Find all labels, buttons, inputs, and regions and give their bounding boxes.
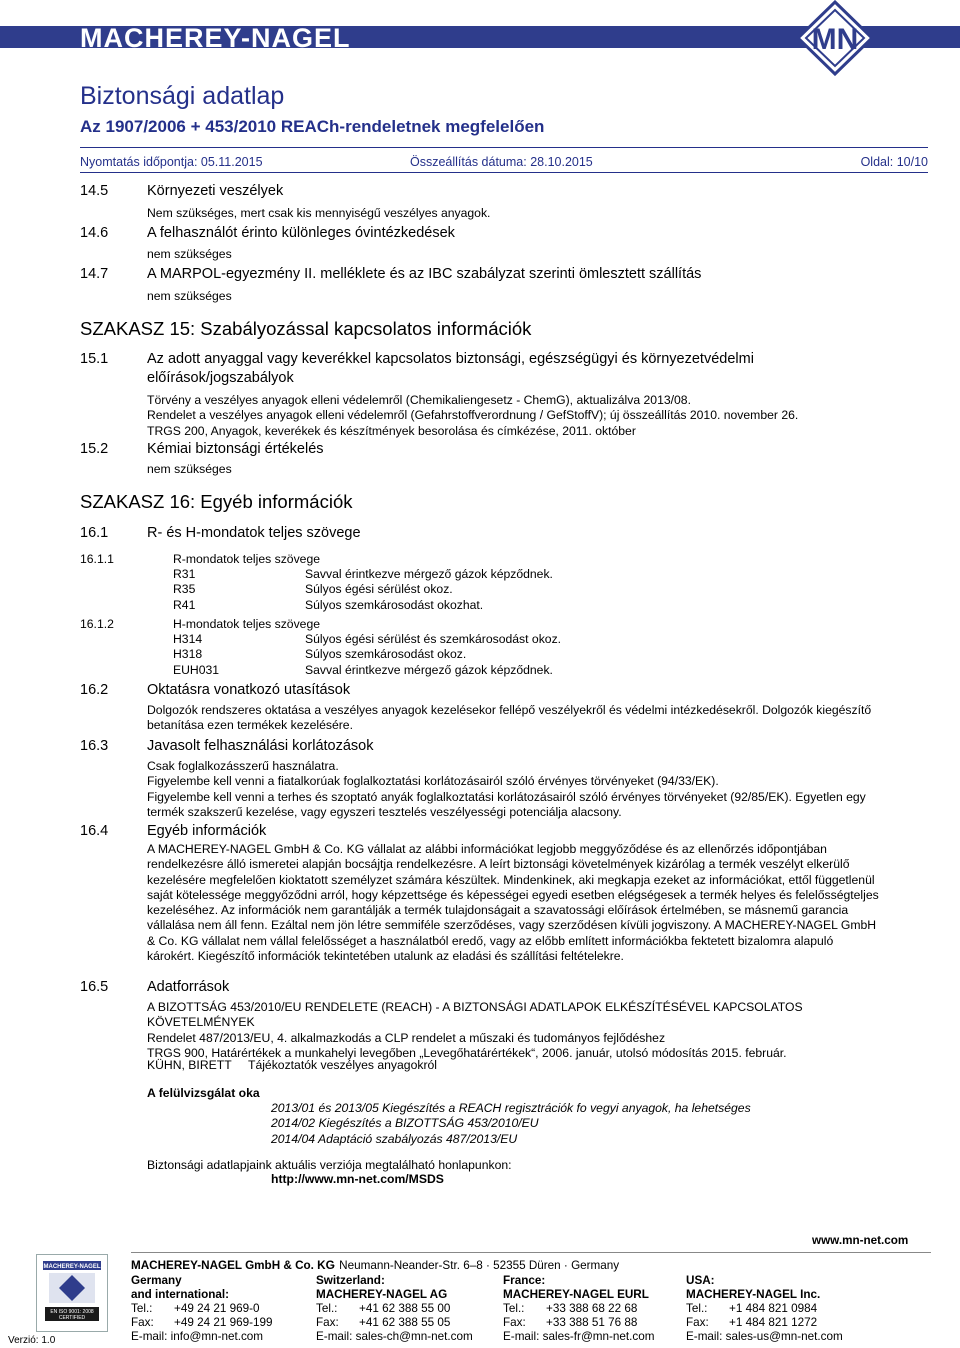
section-16-5-title: Adatforrások — [147, 979, 230, 995]
h-phrase-text: Súlyos szemkárosodást okoz. — [305, 647, 467, 662]
review-reason-label: A felülvizsgálat oka — [147, 1086, 260, 1100]
footer-rule — [131, 1252, 931, 1253]
source-kuhn-author: KÜHN, BIRETT — [147, 1058, 232, 1072]
version-label: Verzió: 1.0 — [8, 1335, 56, 1346]
email-address[interactable]: sales-us@mn-net.com — [725, 1330, 843, 1343]
h-phrase-code: H318 — [173, 647, 203, 662]
section-14-6-number: 14.6 — [80, 225, 109, 241]
paragraph-line: károkért. Kiegészítő információk tekintetében utalunk az eladási és szállítási feltételekre. — [147, 949, 624, 964]
section-16-4-number: 16.4 — [80, 823, 109, 839]
source-kuhn-title: Tájékoztatók veszélyes anyagokról — [248, 1058, 438, 1072]
section-16-3-body — [147, 759, 866, 820]
section-14-7-number: 14.7 — [80, 266, 109, 282]
h-phrase-codes — [173, 632, 219, 678]
section-16-3-number: 16.3 — [80, 738, 109, 754]
fax-number: +1 484 821 1272 — [729, 1316, 818, 1329]
section-14-5-number: 14.5 — [80, 183, 109, 199]
footer-address: · Neumann-Neander-Str. 6–8 · 52355 Düren · Germany — [332, 1259, 620, 1272]
section-15-1-body — [147, 393, 798, 439]
r-phrase-codes — [173, 567, 195, 613]
footer-col-head: France: — [503, 1274, 546, 1287]
footer-company: MACHEREY-NAGEL GmbH & Co. KG — [131, 1259, 335, 1272]
section-14-7-text: nem szükséges — [147, 289, 232, 303]
footer-col-head: and international: — [131, 1288, 230, 1301]
paragraph-line: Dolgozók rendszeres oktatása a veszélyes anyagok kezelésekor fellépő veszélyekről és védelmi intézkedésekről. Dolgozók kiegészítő — [147, 703, 872, 717]
paragraph-line: Figyelembe kell venni a fiatalkorúak foglalkoztatási korlátozásairól szóló érvényes törvényeket (94/33/EK). — [147, 774, 719, 789]
r-phrase-code: R31 — [173, 567, 196, 581]
review-reason: 2013/01 és 2013/05 Kiegészítés a REACH regisztrációk fo vegyi anyagok, ha lehetséges — [271, 1101, 751, 1115]
compiled-date: Összeállítás dátuma: 28.10.2015 — [410, 155, 593, 169]
tel-label: Tel.: — [316, 1302, 338, 1315]
website-link[interactable]: http://www.mn-net.com/MSDS — [271, 1172, 444, 1186]
svg-text:CERTIFIED: CERTIFIED — [58, 1315, 86, 1321]
section-14-6-text: nem szükséges — [147, 247, 232, 261]
section-16-3-title: Javasolt felhasználási korlátozások — [147, 738, 374, 754]
header-rule-bottom — [80, 172, 928, 173]
source-line: KÖVETELMÉNYEK — [147, 1015, 255, 1030]
tel-number: +1 484 821 0984 — [729, 1302, 818, 1315]
section-16-5-number: 16.5 — [80, 979, 109, 995]
footer-col-head: MACHEREY-NAGEL AG — [316, 1288, 448, 1301]
footer-col-head: USA: — [686, 1274, 715, 1287]
h-phrase-text: Savval érintkezve mérgező gázok képződnek. — [305, 662, 553, 677]
print-date: Nyomtatás időpontja: 05.11.2015 — [80, 155, 263, 169]
r-phrase-text: Súlyos szemkárosodást okozhat. — [305, 597, 484, 612]
footer-col-head: Switzerland: — [316, 1274, 385, 1287]
section-16-2-number: 16.2 — [80, 682, 109, 698]
tel-number: +33 388 68 22 68 — [546, 1302, 638, 1315]
h-phrase-code: EUH031 — [173, 662, 220, 677]
review-reason: 2014/02 Kiegészítés a BIZOTTSÁG 453/2010/EU — [271, 1116, 539, 1131]
iso-certificate-badge — [36, 1254, 108, 1332]
section-16-1-2-number: 16.1.2 — [80, 617, 114, 631]
footer-website[interactable]: www.mn-net.com — [812, 1234, 909, 1247]
footer-col-france — [503, 1274, 655, 1344]
source-line: Rendelet 487/2013/EU, 4. alkalmazkodás a CLP rendelet a műszaki és tudományos fejlődéshez — [147, 1030, 666, 1045]
paragraph-line: Csak foglalkozásszerű használatra. — [147, 759, 339, 773]
paragraph-line: & Co. KG vállalat nem vállal felelősséget a használatból eredő, vagy az előbb említett információkba fektetett bizalomra alapuló — [147, 933, 834, 948]
paragraph-line: betanítása ezen termékek kezelésére. — [147, 718, 353, 733]
tel-label: Tel.: — [686, 1302, 708, 1315]
fax-number: +49 24 21 969-199 — [174, 1316, 273, 1329]
section-14-5-title: Környezeti veszélyek — [147, 183, 284, 199]
h-phrase-text: Súlyos égési sérülést és szemkárosodást okoz. — [305, 632, 562, 646]
section-16-2-title: Oktatásra vonatkozó utasítások — [147, 682, 351, 698]
tel-label: Tel.: — [131, 1302, 153, 1315]
source-line: TRGS 900, Határértékek a munkahelyi levegőben „Levegőhatárértékek“, 2006. január, utolsó módosítás 2015. február. — [147, 1045, 787, 1060]
paragraph-line: kezeléséhez. Az információk nem garantálják a termék tulajdonságait a szavatossági előírások értelmében, se másnemű garancia — [147, 903, 849, 918]
section-16-5-body — [147, 1000, 803, 1061]
svg-text:MN: MN — [811, 23, 859, 56]
section-16-4-title: Egyéb információk — [147, 823, 267, 839]
header-rule — [80, 147, 928, 148]
fax-number: +33 388 51 76 88 — [546, 1316, 638, 1329]
email-address[interactable]: sales-ch@mn-net.com — [355, 1330, 473, 1343]
section-15-1-number: 15.1 — [80, 351, 109, 367]
section-15-1-title: Az adott anyaggal vagy keverékkel kapcsolatos biztonsági, egészségügyi és környezetvédelmi — [147, 351, 754, 367]
paragraph-line: A MACHEREY-NAGEL GmbH & Co. KG vállalat az alábbi információkat legjobb meggyőződése és az ellenőrzés időpontjában — [147, 842, 827, 856]
svg-text:MACHEREY-NAGEL: MACHEREY-NAGEL — [43, 1264, 101, 1270]
tel-label: Tel.: — [503, 1302, 525, 1315]
paragraph-line: vállalása nem áll fenn. Ezáltal nem jön létre semmiféle szerződéses, vagy szerződésen kívüli jogviszony. A MACHEREY-NAGEL GmbH — [147, 918, 877, 933]
fax-label: Fax: — [686, 1316, 709, 1329]
mn-logo-icon — [780, 0, 890, 78]
source-line: A BIZOTTSÁG 453/2010/EU RENDELETE (REACH) - A BIZTONSÁGI ADATLAPOK ELKÉSZÍTÉSÉVEL KAPCSOLATOS — [147, 1000, 803, 1014]
review-reason: 2014/04 Adaptáció szabályozás 487/2013/EU — [271, 1131, 518, 1146]
website-note: Biztonsági adatlapjaink aktuális verziója megtalálható honlapunkon: — [147, 1158, 512, 1172]
paragraph-line: kezelésére megfelelően kioktatott személyzet számára készültek. Mindenkinek, aki megkapja ezeket az információkat, ettől függetlenül — [147, 872, 875, 887]
footer-col-germany — [131, 1274, 273, 1344]
paragraph-line: rendelkezésre álló ismeretei alapján bocsájtja rendelkezésre. A leírt biztonsági követelmények kizárólag a termék veszélyt elkerülő — [147, 857, 850, 872]
email-label: E-mail: — [316, 1330, 353, 1343]
footer-col-head: MACHEREY-NAGEL Inc. — [686, 1288, 821, 1301]
r-phrase-text: Súlyos égési sérülést okoz. — [305, 582, 453, 597]
regulation-line: TRGS 200, Anyagok, keverékek és készítmények besorolása és címkézése, 2011. október — [147, 423, 636, 438]
r-phrase-code: R41 — [173, 597, 196, 612]
document-title: Biztonsági adatlap — [80, 82, 285, 110]
fax-label: Fax: — [316, 1316, 339, 1329]
tel-number: +41 62 388 55 00 — [359, 1302, 451, 1315]
fax-number: +41 62 388 55 05 — [359, 1316, 451, 1329]
footer-col-usa — [686, 1274, 843, 1344]
review-reasons — [271, 1101, 751, 1147]
h-phrase-texts — [305, 632, 561, 678]
email-label: E-mail: — [131, 1330, 168, 1343]
footer-col-switzerland — [316, 1274, 473, 1344]
section-16-heading: SZAKASZ 16: Egyéb információk — [80, 491, 353, 512]
section-16-1-1-title: R-mondatok teljes szövege — [173, 552, 320, 566]
r-phrase-texts — [305, 567, 553, 613]
email-address[interactable]: info@mn-net.com — [170, 1330, 264, 1343]
svg-text:EN ISO 9001: 2008: EN ISO 9001: 2008 — [50, 1309, 94, 1315]
paragraph-line: termék szakszerű kezelése, vagy egyszeri tesztelés veszélyességi potenciálja alacsony. — [147, 804, 622, 819]
section-15-1-title-cont: előírások/jogszabályok — [147, 370, 294, 386]
h-phrase-code: H314 — [173, 632, 203, 646]
section-14-7-title: A MARPOL-egyezmény II. melléklete és az IBC szabályzat szerinti ömlesztett szállítás — [147, 266, 702, 282]
certificate-seal-icon — [37, 1255, 107, 1331]
fax-label: Fax: — [131, 1316, 154, 1329]
regulation-line: Rendelet a veszélyes anyagok elleni védelemről (Gefahrstoffverordnung / GefStoffV); új összeállítás 2010. november 26. — [147, 408, 799, 423]
brand-header-bar — [0, 0, 960, 70]
fax-label: Fax: — [503, 1316, 526, 1329]
r-phrase-code: R35 — [173, 582, 196, 597]
section-16-1-title: R- és H-mondatok teljes szövege — [147, 525, 361, 541]
page-number: Oldal: 10/10 — [860, 155, 928, 169]
email-label: E-mail: — [503, 1330, 540, 1343]
footer-col-head: MACHEREY-NAGEL EURL — [503, 1288, 649, 1301]
paragraph-line: saját kötelessége meggyőződni arról, hogy képzettsége és képességei egyedi esetben elégségesek a termék helyes és felelősségteljes — [147, 887, 879, 902]
section-15-2-number: 15.2 — [80, 441, 109, 457]
section-15-heading: SZAKASZ 15: Szabályozással kapcsolatos információk — [80, 318, 532, 339]
section-15-2-title: Kémiai biztonsági értékelés — [147, 441, 324, 457]
section-16-1-number: 16.1 — [80, 525, 109, 541]
section-16-4-body — [147, 842, 879, 964]
footer-col-head: Germany — [131, 1274, 182, 1287]
section-16-1-2-title: H-mondatok teljes szövege — [173, 617, 320, 631]
brand-name: MACHEREY-NAGEL — [80, 23, 351, 53]
regulation-line: Törvény a veszélyes anyagok elleni védelemről (Chemikaliengesetz - ChemG), aktualizálva 2013/08. — [147, 393, 691, 407]
document-subtitle: Az 1907/2006 + 453/2010 REACh-rendeletnek megfelelően — [80, 117, 545, 136]
section-16-2-body — [147, 703, 871, 734]
section-14-5-text: Nem szükséges, mert csak kis mennyiségű veszélyes anyagok. — [147, 206, 491, 220]
email-address[interactable]: sales-fr@mn-net.com — [542, 1330, 655, 1343]
paragraph-line: Figyelembe kell venni a terhes és szoptató anyák foglalkoztatási korlátozásairól szóló érvényes törvényeket (92/85/EK). Egyetlen egy — [147, 789, 866, 804]
email-label: E-mail: — [686, 1330, 723, 1343]
r-phrase-text: Savval érintkezve mérgező gázok képződnek. — [305, 567, 553, 581]
section-14-6-title: A felhasználót érinto különleges óvintézkedések — [147, 225, 455, 241]
section-16-1-1-number: 16.1.1 — [80, 552, 114, 566]
section-15-2-text: nem szükséges — [147, 462, 232, 476]
tel-number: +49 24 21 969-0 — [174, 1302, 260, 1315]
